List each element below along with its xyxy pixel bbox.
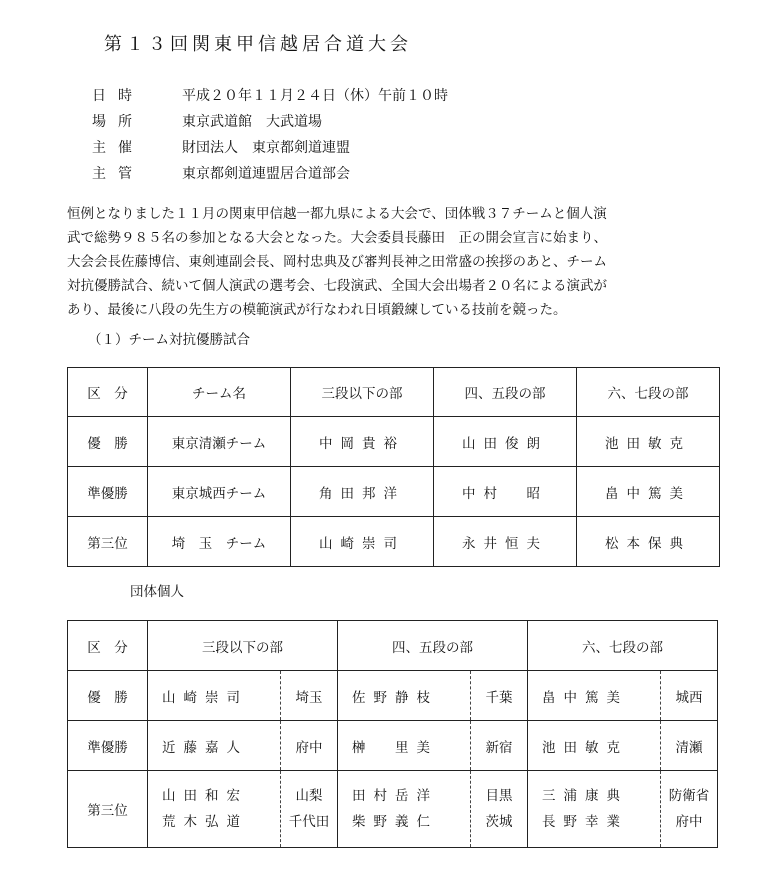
section-title-individual: 団体個人 bbox=[130, 584, 184, 600]
entrant-region: 城西 bbox=[675, 689, 703, 706]
table-row bbox=[68, 721, 718, 771]
entrant-region: 茨城 bbox=[485, 814, 513, 830]
paragraph-line: 対抗優勝試合、続いて個人演武の選考会、七段演武、全国大会出場者２０名による演武が bbox=[67, 278, 607, 294]
info-row-organizer bbox=[92, 160, 448, 186]
info-row-date bbox=[92, 82, 448, 108]
entrant-region: 目黒 bbox=[485, 788, 513, 804]
rank-cell: 準優勝 bbox=[68, 721, 148, 771]
table-row bbox=[68, 517, 720, 567]
entrant-region: 新宿 bbox=[485, 739, 513, 756]
paragraph-line: 武で総勢９８５名の参加となる大会となった。大会委員長藤田 正の開会宣言に始まり、 bbox=[67, 230, 607, 246]
header-cell: チーム名 bbox=[148, 368, 291, 417]
entrant-name: 荒木弘道 bbox=[162, 814, 248, 830]
rank-cell: 第三位 bbox=[68, 517, 148, 567]
name-cell: 中岡貴裕 bbox=[291, 417, 434, 467]
entrant-region: 千葉 bbox=[485, 689, 513, 706]
name-cell: 山田俊朗 bbox=[434, 417, 577, 467]
entry-cell bbox=[528, 721, 718, 771]
table-row bbox=[68, 417, 720, 467]
name-cell: 池田敏克 bbox=[577, 417, 720, 467]
info-label: 主管 bbox=[92, 166, 144, 182]
entrant-name: 畠中篤美 bbox=[542, 689, 628, 706]
entrant-region: 山梨 bbox=[295, 788, 323, 804]
info-label: 主催 bbox=[92, 140, 144, 156]
entrant-region: 清瀬 bbox=[675, 739, 703, 756]
name-cell: 中村 昭 bbox=[434, 467, 577, 517]
entry-cell bbox=[528, 771, 718, 848]
entry-cell bbox=[338, 721, 528, 771]
header-cell: 三段以下の部 bbox=[148, 621, 338, 671]
info-value: 平成２０年１１月２４日（休）午前１０時 bbox=[182, 88, 448, 104]
table-row bbox=[68, 671, 718, 721]
info-value: 東京都剣道連盟居合道部会 bbox=[182, 166, 350, 182]
team-cell: 東京城西チーム bbox=[148, 467, 291, 517]
table-row bbox=[68, 467, 720, 517]
entry-cell bbox=[528, 671, 718, 721]
team-results-table bbox=[67, 367, 720, 567]
team-cell: 埼 玉 チーム bbox=[148, 517, 291, 567]
entry-cell bbox=[148, 771, 338, 848]
section-title-team: （１）チーム対抗優勝試合 bbox=[88, 332, 250, 348]
table-header-row bbox=[68, 621, 718, 671]
paragraph-line: 恒例となりました１１月の関東甲信越一都九県による大会で、団体戦３７チームと個人演 bbox=[67, 206, 607, 222]
header-cell: 六、七段の部 bbox=[577, 368, 720, 417]
entrant-name: 榊 里美 bbox=[352, 739, 438, 756]
entrant-name: 田村岳洋 bbox=[352, 788, 438, 804]
entrant-region: 埼玉 bbox=[295, 689, 323, 706]
entrant-name: 長野幸業 bbox=[542, 814, 628, 830]
rank-cell: 準優勝 bbox=[68, 467, 148, 517]
entrant-region: 府中 bbox=[295, 739, 323, 756]
entrant-region: 千代田 bbox=[288, 814, 330, 830]
entrant-name: 山崎崇司 bbox=[162, 689, 248, 706]
individual-results-table bbox=[67, 620, 718, 848]
entrant-region: 府中 bbox=[675, 814, 703, 830]
name-cell: 角田邦洋 bbox=[291, 467, 434, 517]
info-row-venue bbox=[92, 108, 448, 134]
header-cell: 三段以下の部 bbox=[291, 368, 434, 417]
paragraph-line: あり、最後に八段の先生方の模範演武が行なわれ日頃鍛練している技前を競った。 bbox=[67, 302, 567, 318]
entrant-name: 柴野義仁 bbox=[352, 814, 438, 830]
name-cell: 松本保典 bbox=[577, 517, 720, 567]
paragraph-line: 大会会長佐藤博信、東剣連副会長、岡村忠典及び審判長神之田常盛の挨拶のあと、チーム bbox=[67, 254, 607, 270]
entry-cell bbox=[338, 771, 528, 848]
entrant-region: 防衛省 bbox=[668, 788, 710, 804]
info-row-host bbox=[92, 134, 448, 160]
entrant-name: 池田敏克 bbox=[542, 739, 628, 756]
entry-cell bbox=[148, 671, 338, 721]
team-cell: 東京清瀬チーム bbox=[148, 417, 291, 467]
table-header-row bbox=[68, 368, 720, 417]
info-value: 財団法人 東京都剣道連盟 bbox=[182, 140, 350, 156]
entrant-name: 近藤嘉人 bbox=[162, 739, 248, 756]
header-cell: 区 分 bbox=[68, 621, 148, 671]
event-info bbox=[92, 82, 448, 186]
rank-cell: 優 勝 bbox=[68, 417, 148, 467]
page-title: 第１３回関東甲信越居合道大会 bbox=[104, 34, 412, 55]
table-row bbox=[68, 771, 718, 848]
entry-cell bbox=[148, 721, 338, 771]
header-cell: 四、五段の部 bbox=[338, 621, 528, 671]
entrant-name: 三浦康典 bbox=[542, 788, 628, 804]
info-label: 場所 bbox=[92, 114, 144, 130]
info-value: 東京武道館 大武道場 bbox=[182, 114, 322, 130]
name-cell: 山崎崇司 bbox=[291, 517, 434, 567]
body-paragraph bbox=[67, 202, 727, 322]
rank-cell: 優 勝 bbox=[68, 671, 148, 721]
entry-cell bbox=[338, 671, 528, 721]
name-cell: 永井恒夫 bbox=[434, 517, 577, 567]
entrant-name: 山田和宏 bbox=[162, 788, 248, 804]
rank-cell: 第三位 bbox=[68, 771, 148, 848]
header-cell: 区 分 bbox=[68, 368, 148, 417]
entrant-name: 佐野静枝 bbox=[352, 689, 438, 706]
header-cell: 六、七段の部 bbox=[528, 621, 718, 671]
name-cell: 畠中篤美 bbox=[577, 467, 720, 517]
header-cell: 四、五段の部 bbox=[434, 368, 577, 417]
info-label: 日時 bbox=[92, 88, 144, 104]
